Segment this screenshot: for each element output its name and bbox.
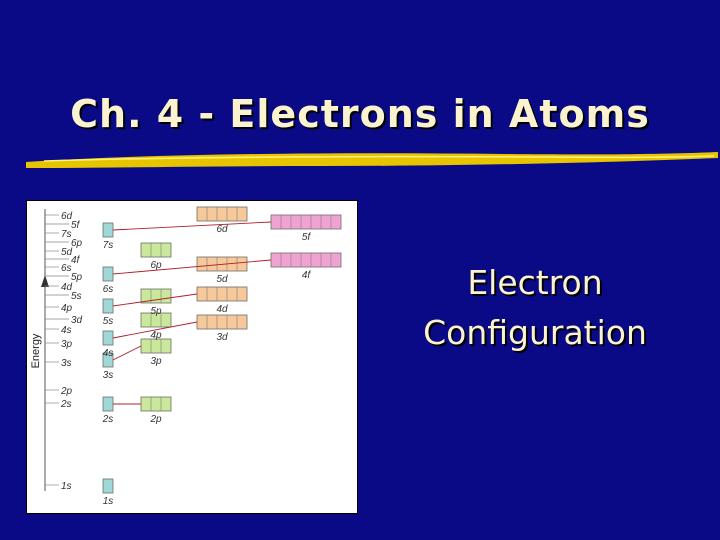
- energy-scale-label: 6p: [71, 238, 83, 249]
- orbital-box-2s: [103, 397, 113, 411]
- orbital-label-3s: 3s: [102, 370, 114, 381]
- energy-scale-label: 4f: [71, 255, 80, 266]
- energy-scale-label: 3p: [61, 339, 73, 350]
- energy-scale-label: 1s: [61, 481, 72, 492]
- orbital-energy-chart: [27, 201, 357, 513]
- orbital-box-2p: [141, 397, 171, 411]
- orbital-box-6s: [103, 267, 113, 281]
- energy-scale-label: 3s: [61, 358, 72, 369]
- orbital-box-5p: [141, 289, 171, 303]
- orbital-label-5d: 5d: [216, 274, 228, 285]
- orbital-label-4p: 4p: [150, 330, 162, 341]
- orbital-energy-diagram: [26, 200, 358, 514]
- orbital-box-4f: [271, 253, 341, 267]
- orbital-label-5f: 5f: [301, 232, 311, 243]
- orbital-label-3p: 3p: [150, 356, 162, 367]
- filling-order-connector: [113, 222, 271, 230]
- energy-scale-label: 5d: [61, 247, 73, 258]
- energy-scale-label: 3d: [71, 315, 83, 326]
- orbital-box-6p: [141, 243, 171, 257]
- energy-scale-label: 7s: [61, 229, 72, 240]
- orbital-label-3d: 3d: [216, 332, 228, 343]
- slide-subtitle: [380, 258, 690, 358]
- orbital-label-7s: 7s: [102, 240, 114, 251]
- orbital-label-6p: 6p: [150, 260, 162, 271]
- orbital-label-6d: 6d: [216, 224, 228, 235]
- energy-scale-label: 5s: [71, 291, 82, 302]
- energy-scale-label: 5p: [71, 272, 83, 283]
- orbital-box-1s: [103, 479, 113, 493]
- orbital-box-6d: [197, 207, 247, 221]
- energy-scale-label: 5f: [71, 220, 80, 231]
- orbital-label-5p: 5p: [150, 306, 162, 317]
- slide-title: Ch. 4 - Electrons in Atoms: [70, 92, 650, 136]
- energy-scale-label: 2s: [61, 399, 72, 410]
- subtitle-line-1: Electron: [467, 263, 603, 302]
- orbital-label-4f: 4f: [301, 270, 311, 281]
- orbital-box-5s: [103, 299, 113, 313]
- orbital-label-2s: 2s: [102, 414, 114, 425]
- energy-scale-label: 2p: [61, 386, 73, 397]
- orbital-box-7s: [103, 223, 113, 237]
- orbital-box-3d: [197, 315, 247, 329]
- energy-scale-label: 6s: [61, 263, 72, 274]
- orbital-label-5s: 5s: [102, 316, 114, 327]
- energy-scale-label: 4p: [61, 303, 73, 314]
- orbital-box-5f: [271, 215, 341, 229]
- orbital-box-4d: [197, 287, 247, 301]
- energy-scale-label: 4s: [61, 325, 72, 336]
- filling-order-connector: [113, 346, 141, 360]
- orbital-label-2p: 2p: [150, 414, 162, 425]
- orbital-label-1s: 1s: [102, 496, 114, 507]
- energy-axis-arrow: [41, 275, 49, 287]
- orbital-label-4d: 4d: [216, 304, 228, 315]
- subtitle-line-2: Configuration: [423, 313, 647, 352]
- energy-scale-label: 4d: [61, 282, 73, 293]
- energy-axis-label: Energy: [30, 333, 42, 369]
- orbital-label-4s: 4s: [102, 348, 114, 359]
- orbital-box-4s: [103, 331, 113, 345]
- orbital-box-3p: [141, 339, 171, 353]
- orbital-label-6s: 6s: [102, 284, 114, 295]
- title-underline-stroke: [24, 148, 720, 172]
- energy-scale-label: 6d: [61, 211, 73, 222]
